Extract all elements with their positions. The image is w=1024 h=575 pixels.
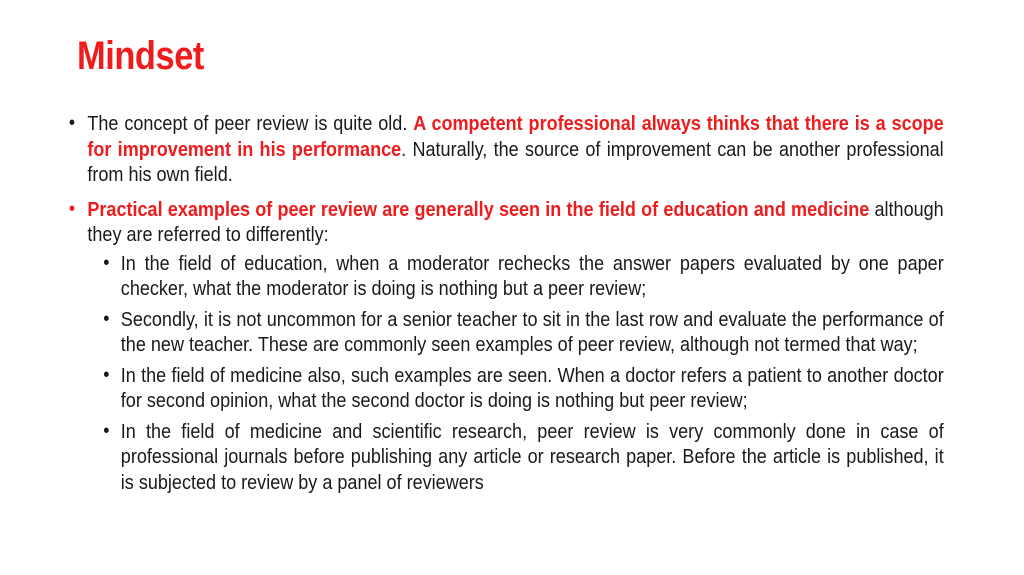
bullet-marker: • xyxy=(68,112,76,134)
bullet-text: although they are referred to differently: xyxy=(87,197,944,246)
bullet-item-1 xyxy=(68,111,944,188)
bullet-emphasis: A competent professional always thinks that there is a scope for improvement in his performance xyxy=(87,112,944,161)
slide-title: Mindset xyxy=(77,34,204,78)
bullet-marker: • xyxy=(68,197,76,220)
sub-bullet-marker: • xyxy=(103,363,110,386)
bullet-item-2 xyxy=(68,197,944,248)
bullet-text: The concept of peer review is quite old. xyxy=(87,112,414,135)
slide-content xyxy=(68,111,944,500)
sub-bullet-item-2 xyxy=(68,307,944,358)
sub-bullet-text: In the field of medicine also, such examples are seen. When a doctor refers a patient to another doctor for second opinion, what the second doctor is doing is nothing but peer review; xyxy=(120,363,944,412)
sub-bullet-text: In the field of education, when a moderator rechecks the answer papers evaluated by one paper checker, what the moderator is doing is nothing but a peer review; xyxy=(120,251,944,300)
text-body xyxy=(68,111,944,500)
sub-bullet-item-4 xyxy=(68,419,944,496)
sub-bullet-marker: • xyxy=(103,251,110,274)
sub-bullet-item-1 xyxy=(68,251,944,302)
sub-bullet-text: In the field of medicine and scientific research, peer review is very commonly done in case of professional journals before publishing any article or research paper. Before the article is published, it is subjected to review by a panel of reviewers xyxy=(120,419,944,494)
bullet-text: . Naturally, the source of improvement can be another professional from his own field. xyxy=(87,137,944,186)
bullet-emphasis: Practical examples of peer review are generally seen in the field of education and medicine xyxy=(87,197,870,221)
sub-bullet-marker: • xyxy=(103,307,110,330)
sub-bullet-marker: • xyxy=(103,419,110,442)
sub-bullet-text: Secondly, it is not uncommon for a senior teacher to sit in the last row and evaluate the performance of the new teacher. These are commonly seen examples of peer review, although not termed that way; xyxy=(120,307,944,356)
sub-bullet-item-3 xyxy=(68,363,944,414)
